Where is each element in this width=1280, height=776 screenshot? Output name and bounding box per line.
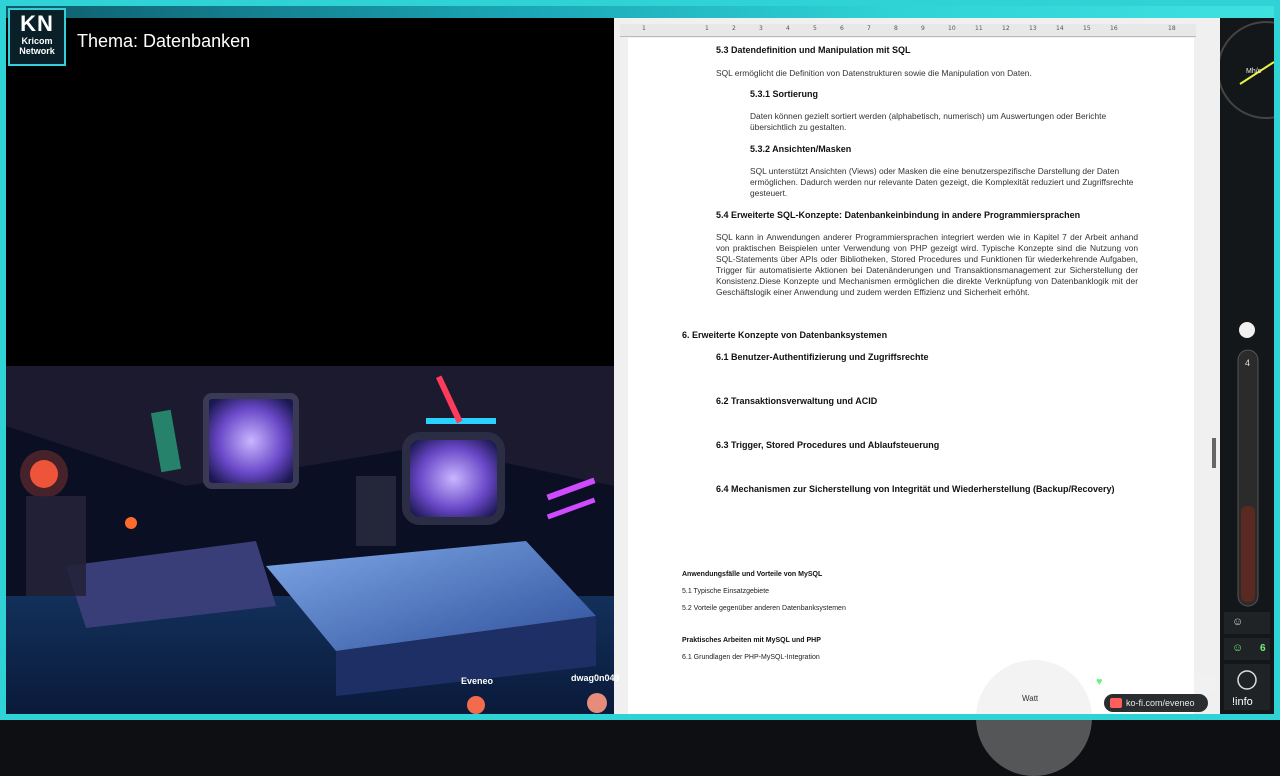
- heading-5-3-1: 5.3.1 Sortierung: [750, 89, 819, 99]
- paragraph-5-3: SQL ermöglicht die Definition von Datenstrukturen sowie die Manipulation von Daten.: [716, 68, 1032, 78]
- heading-5-4: 5.4 Erweiterte SQL-Konzepte: Datenbankeinbindung in andere Programmiersprachen: [716, 210, 1081, 220]
- ruler-mark: 4: [786, 25, 790, 32]
- ruler-mark: 15: [1083, 25, 1091, 32]
- power-gauge: [976, 660, 1092, 776]
- paragraph-5-3-1: Daten können gezielt sortiert werden (alphabetisch, numerisch) um Auswertungen oder Berichte übersichtlich zu gestalten.: [750, 111, 1107, 132]
- viewer-stat-icon: ☺: [1232, 642, 1244, 654]
- paragraph-5-3-2: SQL unterstützt Ansichten (Views) oder Masken die eine benutzerspezifische Darstellung der Daten ermöglichen. Dadurch werden nur relevante Daten gezeigt, die Komplexität reduziert und Zugriffsrechte gesteuert.: [750, 166, 1134, 198]
- logo-sub-text-2: Network: [19, 46, 55, 56]
- heading-6-3: 6.3 Trigger, Stored Procedures und Ablaufsteuerung: [716, 440, 940, 450]
- viewer-stat-value: 6: [1260, 643, 1266, 654]
- ruler-mark: 7: [867, 25, 871, 32]
- note-item-6-1: 6.1 Grundlagen der PHP-MySQL-Integration: [682, 654, 820, 661]
- ruler-mark: 18: [1168, 25, 1176, 32]
- ruler-mark: 10: [948, 25, 956, 32]
- logo-sub-text-1: Kricom: [21, 36, 53, 46]
- paragraph-5-4: SQL kann in Anwendungen anderer Programmiersprachen integriert werden wie in Kapitel 7 der Arbeit anhand von praktischen Beispielen unter Verwendung von PHP gezeigt wird. Typische Konzepte sind die Nutzung von SQL-Statements über APIs oder Bibliotheken, Stored Procedures und Funktionen für wiederkehrende Aufgaben, Trigger für automatisierte Aktionen bei Datenänderungen und Transaktionsmanagement zur Sicherstellung der Konsistenz.Diese Konzepte und Mechanismen ermöglichen die direkte Verknüpfung von Datenbanklogik mit der Geschäftslogik einer Anwendung und zudem werden Effizienz und Sicherheit erhöht.: [716, 232, 1138, 297]
- ruler-mark: 8: [894, 25, 898, 32]
- note-item-5-2: 5.2 Vorteile gegenüber anderen Datenbanksystemen: [682, 605, 846, 612]
- ruler-mark: 16: [1110, 25, 1118, 32]
- note-title-php: Praktisches Arbeiten mit MySQL und PHP: [682, 637, 821, 644]
- info-label: !info: [1232, 696, 1253, 708]
- top-border-bar: [0, 0, 1280, 18]
- vertical-scrollbar[interactable]: [1212, 438, 1216, 468]
- user-name-1: Eveneo: [461, 676, 494, 686]
- avatar: [587, 693, 607, 713]
- hearts-widget: [1086, 674, 1216, 692]
- ruler-mark: 1: [642, 25, 646, 32]
- heading-5-3-2: 5.3.2 Ansichten/Masken: [750, 144, 852, 154]
- heading-5-3: 5.3 Datendefinition und Manipulation mit SQL: [716, 45, 911, 55]
- ruler-mark: 9: [921, 25, 925, 32]
- ruler-mark: 2: [732, 25, 736, 32]
- background-scene-image: [6, 366, 614, 714]
- heading-6: 6. Erweiterte Konzepte von Datenbanksystemen: [682, 330, 888, 340]
- ruler-mark: 11: [975, 25, 983, 32]
- stream-black-area: [6, 18, 614, 366]
- kofi-link[interactable]: [1104, 694, 1208, 712]
- note-title-mysql: Anwendungsfälle und Vorteile von MySQL: [682, 571, 823, 578]
- watt-label: Watt: [1022, 694, 1039, 703]
- ruler-mark: 6: [840, 25, 844, 32]
- ruler-mark: 5: [813, 25, 817, 32]
- ruler-mark: 14: [1056, 25, 1064, 32]
- heart-icon: ♥: [1096, 676, 1103, 688]
- document-editor[interactable]: [614, 18, 1220, 714]
- channel-logo: [8, 8, 66, 66]
- avatar: [467, 696, 485, 714]
- stream-widgets-panel: [1220, 18, 1274, 714]
- document-page[interactable]: [628, 38, 1194, 714]
- speed-label: Mh/s: [1246, 68, 1262, 75]
- ruler-mark: 3: [759, 25, 763, 32]
- heading-6-4: 6.4 Mechanismen zur Sicherstellung von Integrität und Wiederherstellung (Backup/Recovery): [716, 484, 1115, 494]
- stream-topic: Thema: Datenbanken: [77, 31, 251, 51]
- note-item-5-1: 5.1 Typische Einsatzgebiete: [682, 588, 770, 595]
- ruler-mark: 12: [1002, 25, 1010, 32]
- logo-main-text: KN: [20, 11, 54, 36]
- thermometer-value: 4: [1245, 358, 1251, 368]
- user-name-2: dwag0n049: [571, 673, 620, 683]
- kofi-cup-icon: [1110, 698, 1122, 708]
- heading-6-2: 6.2 Transaktionsverwaltung und ACID: [716, 396, 878, 406]
- horizontal-ruler[interactable]: [620, 24, 1196, 37]
- kofi-text: ko-fi.com/eveneo: [1126, 698, 1195, 708]
- ruler-mark: 1: [705, 25, 709, 32]
- heading-6-1: 6.1 Benutzer-Authentifizierung und Zugriffsrechte: [716, 352, 929, 362]
- ruler-mark: 13: [1029, 25, 1037, 32]
- viewer-icon: ☺: [1232, 616, 1244, 628]
